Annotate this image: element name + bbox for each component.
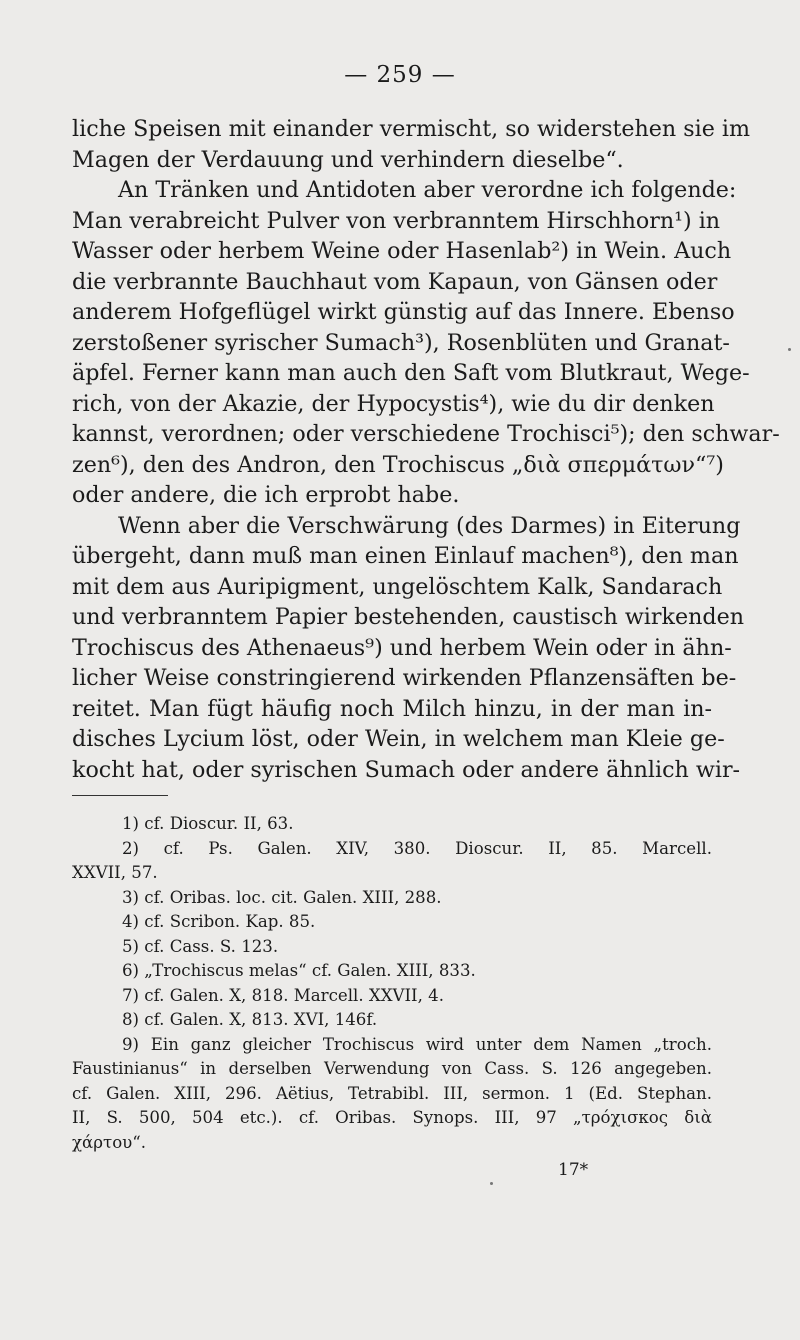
text-line: und verbranntem Papier bestehenden, caustisch wirkenden: [72, 604, 744, 630]
text-line: zen⁶), den des Andron, den Trochiscus „διὰ σπερμάτων“⁷): [72, 451, 724, 478]
text-line: rich, von der Akazie, der Hypocystis⁴), wie du dir denken: [72, 390, 715, 417]
text-line: liche Speisen mit einander vermischt, so widerstehen sie im: [72, 116, 751, 142]
signature-mark: 17*: [558, 1160, 589, 1180]
text-line: übergeht, dann muß man einen Einlauf machen⁸), den man: [72, 543, 739, 569]
footnote-line: 4) cf. Scribon. Kap. 85.: [122, 912, 316, 931]
text-line: äpfel. Ferner kann man auch den Saft vom Blutkraut, Wege-: [72, 360, 750, 386]
text-line: licher Weise constringierend wirkenden Pflanzensäften be-: [72, 665, 737, 691]
footnote-line: 6) „Trochiscus melas“ cf. Galen. XIII, 833.: [122, 961, 476, 980]
text-line: Trochiscus des Athenaeus⁹) und herbem Wein oder in ähn-: [72, 634, 732, 661]
text-line: disches Lycium löst, oder Wein, in welchem man Kleie ge-: [72, 726, 725, 752]
text-line: Wasser oder herbem Weine oder Hasenlab²) in Wein. Auch: [72, 238, 732, 264]
footnotes: [72, 812, 712, 1155]
footnote-line: 5) cf. Cass. S. 123.: [122, 936, 279, 956]
footnote-line: Faustinianus“ in derselben Verwendung von Cass. S. 126 angegeben.: [72, 1059, 712, 1078]
page-number: — 259 —: [344, 62, 456, 88]
text-line: reitet. Man fügt häufig noch Milch hinzu, in der man in-: [72, 695, 712, 722]
paper-speck: [788, 348, 791, 351]
text-line: An Tränken und Antidoten aber verordne ich folgende:: [118, 177, 737, 203]
footnote-line: 7) cf. Galen. X, 818. Marcell. XXVII, 4.: [122, 985, 444, 1005]
text-line: mit dem aus Auripigment, ungelöschtem Kalk, Sandarach: [72, 573, 723, 600]
text-line: oder andere, die ich erprobt habe.: [72, 482, 460, 508]
text-line: Wenn aber die Verschwärung (des Darmes) in Eiterung: [118, 512, 741, 539]
footnote-divider: [72, 795, 168, 796]
text-line: kocht hat, oder syrischen Sumach oder andere ähnlich wir-: [72, 756, 741, 783]
footnote-line: XXVII, 57.: [72, 863, 158, 882]
text-line: Man verabreicht Pulver von verbranntem Hirschhorn¹) in: [72, 207, 721, 234]
text-line: zerstoßener syrischer Sumach³), Rosenblüten und Granat-: [72, 329, 730, 356]
footnote-line: 2) cf. Ps. Galen. XIV, 380. Dioscur. II, 85. Marcell.: [122, 838, 712, 858]
footnote-line: 9) Ein ganz gleicher Trochiscus wird unter dem Namen „troch.: [122, 1034, 712, 1054]
footnote-line: II, S. 500, 504 etc.). cf. Oribas. Synops. III, 97 „τρόχισκος διὰ: [72, 1108, 712, 1127]
body-text: [72, 114, 780, 785]
text-line: die verbrannte Bauchhaut vom Kapaun, von Gänsen oder: [72, 268, 718, 295]
footnote-line: 3) cf. Oribas. loc. cit. Galen. XIII, 288.: [122, 887, 442, 907]
text-line: kannst, verordnen; oder verschiedene Trochisci⁵); den schwar-: [72, 421, 780, 447]
footnote-line: χάρτου“.: [72, 1132, 147, 1152]
footnote-line: 8) cf. Galen. X, 813. XVI, 146f.: [122, 1010, 378, 1029]
footnote-line: cf. Galen. XIII, 296. Aëtius, Tetrabibl. III, sermon. 1 (Ed. Stephan.: [72, 1083, 712, 1103]
paper-speck: [490, 1182, 493, 1185]
footnote-line: 1) cf. Dioscur. II, 63.: [122, 814, 294, 833]
text-line: Magen der Verdauung und verhindern dieselbe“.: [72, 146, 624, 173]
text-line: anderem Hofgeflügel wirkt günstig auf das Innere. Ebenso: [72, 299, 735, 325]
